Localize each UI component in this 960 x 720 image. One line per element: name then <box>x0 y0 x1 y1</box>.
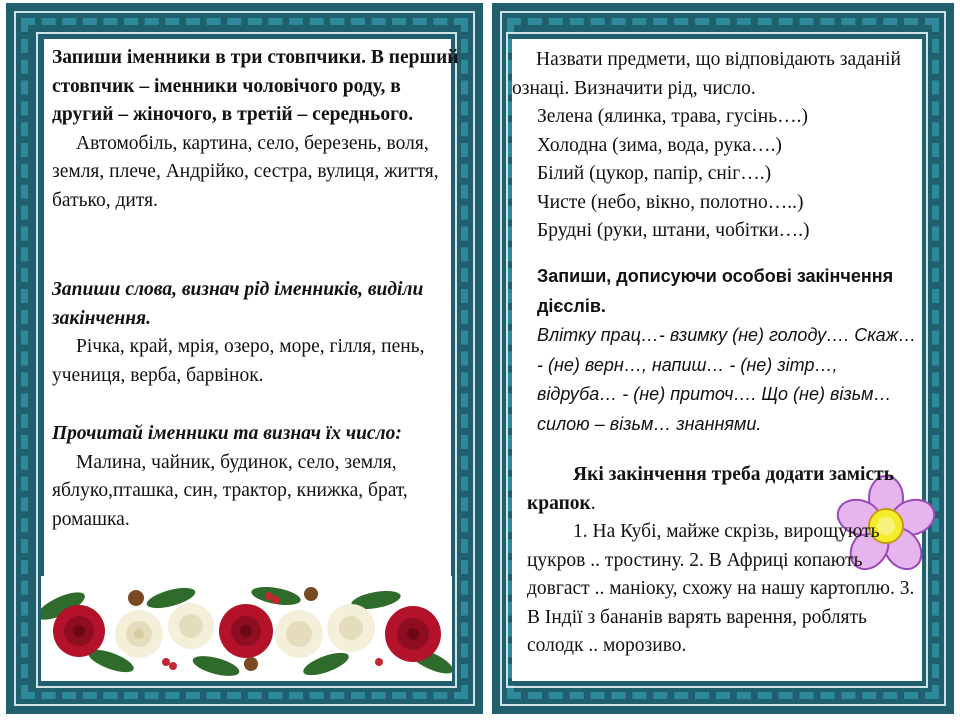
task4-line: Холодна (зима, вода, рука….) <box>537 134 782 156</box>
task5-heading: Запиши, дописуючи особові закінчення дієслів. <box>537 266 894 316</box>
task1-block <box>52 44 462 215</box>
task3-words: Малина, чайник, будинок, село, земля, яблуко,пташка, син, трактор, книжка, брат, ромашка. <box>52 451 408 530</box>
task1-heading: Запиши іменники в три стовпчики. В перший стовпчик – іменники чоловічого роду, в другий – жіночого, в третій – середнього. <box>52 47 459 125</box>
task4-block <box>512 46 922 103</box>
task3-block <box>52 420 447 534</box>
task4-lines <box>537 103 927 246</box>
task1-words: Автомобіль, картина, село, березень, воля, земля, плече, Андрійко, сестра, вулиця, життя, батько, дитя. <box>52 132 439 211</box>
task5-block <box>537 262 922 439</box>
task6-heading-period: . <box>590 492 596 514</box>
task4-line: Зелена (ялинка, трава, гусінь….) <box>537 106 808 127</box>
task2-words: Річка, край, мрія, озеро, море, гілля, пень, учениця, верба, барвінок. <box>52 336 425 386</box>
task6-heading: Які закінчення треба додати замість крапок <box>527 464 895 514</box>
task6-block <box>527 461 922 661</box>
task4-line: Чисте (небо, вікно, полотно…..) <box>537 191 804 213</box>
task6-text: 1. На Кубі, майже скрізь, вирощують цукров .. тростину. 2. В Африці копають довгаст .. маніоку, схожу на нашу картоплю. 3. В Індії з бананів варять варення, роблять солодк .. морозиво. <box>527 521 915 656</box>
task4-line: Білий (цукор, папір, сніг….) <box>537 163 772 184</box>
task4-line: Брудні (руки, штани, чобітки….) <box>537 220 810 241</box>
task5-text: Влітку прац…- взимку (не) голоду…. Скаж… - (не) верн…, напиш… - (не) зітр…, відруба… - (не) приточ…. Що (не) візьм… силою – візьм… знаннями. <box>537 325 917 434</box>
rose-garland-image <box>41 576 452 681</box>
task2-heading: Запиши слова, визнач рід іменників, виділи закінчення. <box>52 279 424 329</box>
task3-heading: Прочитай іменники та визнач їх число: <box>52 423 402 444</box>
task4-intro: Назвати предмети, що відповідають заданій ознаці. Визначити рід, число. <box>512 49 901 99</box>
task2-block <box>52 276 452 390</box>
